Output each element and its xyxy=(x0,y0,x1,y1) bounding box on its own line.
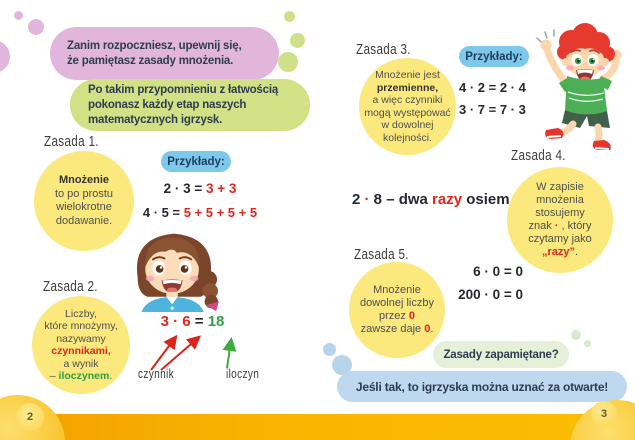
intro-bubble-green-line2: pokonasz każdy etap naszych xyxy=(88,98,247,111)
rule3-example2: 3 · 7 = 7 · 3 xyxy=(459,102,526,117)
rule3-circle-line5: w dowolnej xyxy=(381,119,434,131)
rule4-circle-line6 xyxy=(542,246,578,259)
rule1-circle-line2: to po prostu xyxy=(54,187,114,200)
rule3-circle-line4: mogą występować xyxy=(364,106,451,119)
rule4-circle-line1: W zapisie xyxy=(536,181,584,193)
rule4-znak-text: znak xyxy=(528,220,555,232)
page-number-left xyxy=(16,403,44,431)
rule4-circle xyxy=(507,167,613,273)
rule5-circle xyxy=(349,262,445,358)
outro-question-bubble xyxy=(433,341,569,368)
rule5-zero1: 0 xyxy=(408,310,416,322)
reading-line xyxy=(352,191,510,208)
rule4-circle-line4 xyxy=(529,220,592,233)
outro-answer-text: Jeśli tak, to igrzyska można uznać za otwarte! xyxy=(355,379,609,394)
rule2-circle-line4: czynnikami, xyxy=(51,345,111,357)
rule5-circle-line1: Mnożenie xyxy=(373,284,421,296)
rule3-circle-line6: kolejności. xyxy=(382,131,433,144)
rule3-heading: Zasada 3. xyxy=(356,41,411,58)
rule1-example1-lhs: 2 · 3 = xyxy=(163,181,206,196)
rule5-circle-line2: dowolnej liczby xyxy=(360,297,434,309)
rule1-examples-label-text: Przykłady: xyxy=(167,155,225,168)
outro-answer-bubble xyxy=(337,371,627,402)
blue-trail-dot-1 xyxy=(323,343,336,356)
product-label: iloczyn xyxy=(226,366,260,381)
rule3-circle-line1: Mnożenie jest xyxy=(375,69,440,81)
pink-edge-blob xyxy=(0,40,10,73)
rule3-examples-label-text: Przykłady: xyxy=(465,50,523,63)
rule1-heading: Zasada 1. xyxy=(44,133,99,150)
green-trail-dot-3 xyxy=(278,52,298,72)
rule2-circle-dash: – xyxy=(49,370,59,382)
intro-bubble-green xyxy=(70,79,310,131)
rule3-examples-label xyxy=(459,46,529,67)
page-number-right-text: 3 xyxy=(600,408,608,420)
rule1-example2 xyxy=(135,205,265,220)
pale-trail-dot-1 xyxy=(571,330,581,340)
reading-p1: 2 xyxy=(352,191,365,208)
rule2-heading: Zasada 2. xyxy=(43,278,98,295)
rule4-circle-line2: mnożenia xyxy=(536,194,584,206)
rule3-circle-line2: przemienne, xyxy=(376,81,439,94)
green-trail-dot-2 xyxy=(290,33,305,48)
page-number-left-text: 2 xyxy=(26,411,34,423)
reading-dot: · xyxy=(364,191,370,208)
rule5-przez-text: przez xyxy=(378,310,409,322)
rule4-ktory-text: , który xyxy=(558,220,592,232)
rule1-example2-lhs: 4 · 5 = xyxy=(142,205,184,220)
rule1-circle-line4: dodawanie. xyxy=(55,214,113,227)
rule2-circle-period: . xyxy=(109,370,113,382)
rule4-dot-symbol: · xyxy=(554,220,559,232)
rule5-zero2: 0 xyxy=(424,323,431,335)
rule3-example1: 4 · 2 = 2 · 4 xyxy=(459,80,526,95)
intro-bubble-pink-line2: że pamiętasz zasady mnożenia. xyxy=(67,54,234,67)
reading-razy-word: razy xyxy=(432,191,463,208)
rule1-example1-rhs: 3 + 3 xyxy=(206,181,237,196)
rule3-circle xyxy=(359,58,456,155)
rule5-circle-line3 xyxy=(379,310,415,323)
rule5-zawsze-text: zawsze daje xyxy=(360,323,425,335)
rule1-examples-label xyxy=(161,151,231,172)
pink-trail-dot-large xyxy=(28,19,44,35)
rule2-circle-line3: nazywamy xyxy=(56,332,106,345)
rule1-example1 xyxy=(150,181,250,196)
rule2-circle-line2: które mnożymy, xyxy=(44,320,118,332)
green-trail-dot-1 xyxy=(284,11,295,22)
rule2-circle-line5: a wynik xyxy=(63,357,99,370)
outro-question-text: Zasady zapamiętane? xyxy=(443,348,559,361)
intro-bubble-pink xyxy=(50,27,279,80)
rule2-equation-equals: = xyxy=(190,313,208,330)
pink-trail-dot-small xyxy=(14,11,23,20)
rule2-circle-product-word: iloczynem xyxy=(58,370,110,382)
rule4-razy-quoted: „razy” xyxy=(541,246,575,258)
reading-p3: osiem xyxy=(462,191,510,208)
rule5-example1: 6 · 0 = 0 xyxy=(473,264,523,279)
rule4-circle-line5: czytamy jako xyxy=(528,233,592,245)
page-number-right xyxy=(591,401,617,427)
rule1-circle-line1: Mnożenie xyxy=(58,174,110,186)
intro-bubble-green-line1: Po takim przypomnieniu z łatwością xyxy=(88,83,279,96)
rule5-period: . xyxy=(430,323,434,335)
intro-bubble-pink-line1: Zanim rozpoczniesz, upewnij się, xyxy=(67,39,242,52)
factor-label: czynnik xyxy=(138,366,175,381)
rule4-period: . xyxy=(574,246,579,258)
rule4-heading: Zasada 4. xyxy=(511,147,566,164)
boy-character-illustration xyxy=(523,15,635,150)
pale-trail-dot-2 xyxy=(584,340,591,347)
rule1-example2-rhs: 5 + 5 + 5 + 5 xyxy=(183,205,258,220)
intro-bubble-green-line3: matematycznych igrzysk. xyxy=(88,113,223,126)
reading-p2: 8 – dwa xyxy=(369,191,433,208)
rule2-circle-line1: Liczby, xyxy=(65,307,97,320)
rule3-circle-line3: a więc czynniki xyxy=(372,94,443,106)
rule2-equation-product: 18 xyxy=(207,313,225,330)
rule5-circle-line4 xyxy=(361,323,434,336)
rule1-circle-line3: wielokrotne xyxy=(56,201,112,213)
rule2-circle-line6 xyxy=(50,370,112,383)
rule2-equation xyxy=(145,313,240,330)
girl-character-illustration xyxy=(116,224,232,312)
rule2-equation-factors: 3 · 6 xyxy=(160,313,191,330)
rule2-circle xyxy=(32,296,130,394)
rule5-heading: Zasada 5. xyxy=(354,246,409,263)
rule4-circle-line3: stosujemy xyxy=(535,207,585,219)
rule5-example2: 200 · 0 = 0 xyxy=(458,287,523,302)
bottom-band xyxy=(0,414,635,440)
